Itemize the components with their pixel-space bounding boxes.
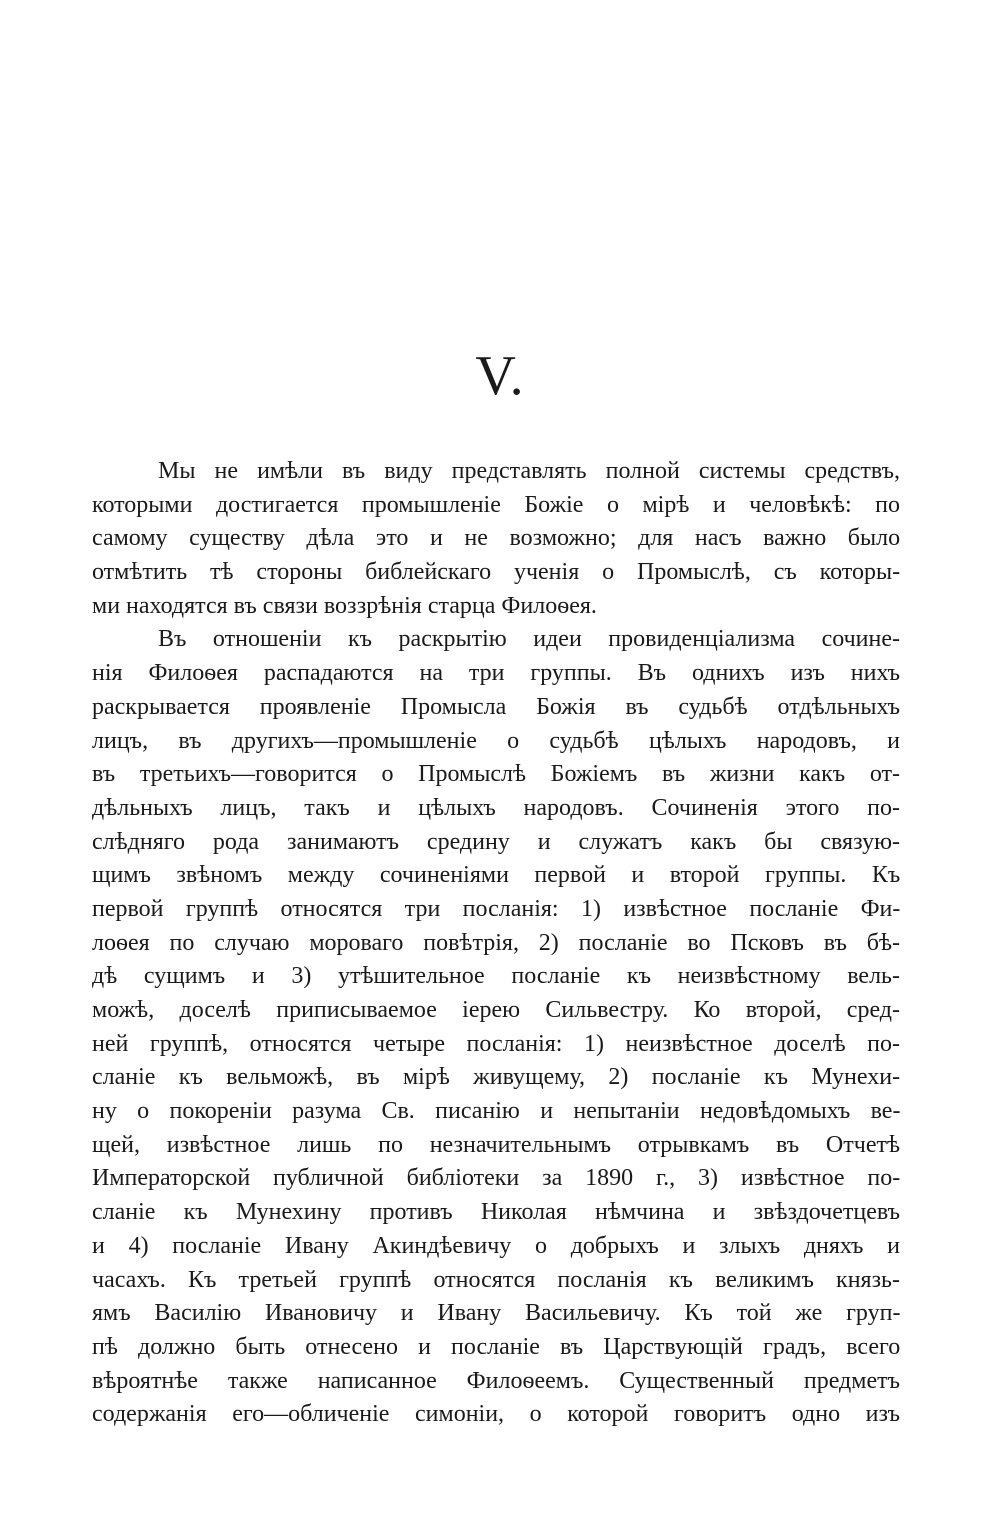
- text-line: щей, извѣстное лишь по незначительнымъ отрывкамъ въ Отчетѣ: [92, 1131, 900, 1158]
- text-line: лоѳея по случаю мороваго повѣтрія, 2) посланіе во Псковъ въ бѣ-: [92, 929, 900, 956]
- text-line: первой группѣ относятся три посланія: 1) извѣстное посланіе Фи-: [92, 895, 901, 922]
- text-line: часахъ. Къ третьей группѣ относятся посланія къ великимъ князь-: [92, 1266, 900, 1293]
- text-line: Императорской публичной библіотеки за 1890 г., 3) извѣстное по-: [92, 1165, 901, 1192]
- text-line: ней группѣ, относятся четыре посланія: 1) неизвѣстное доселѣ по-: [92, 1030, 900, 1057]
- text-line: дѣльныхъ лицъ, такъ и цѣлыхъ народовъ. Сочиненія этого по-: [92, 794, 900, 821]
- body-text: [92, 455, 900, 1432]
- text-line: ямъ Василію Ивановичу и Ивану Васильевичу. Къ той же груп-: [92, 1300, 901, 1327]
- paragraph-1: [92, 455, 900, 623]
- text-line: можѣ, доселѣ приписываемое іерею Сильвестру. Ко второй, сред-: [92, 997, 900, 1023]
- text-line: сланіе къ Мунехину противъ Николая нѣмчина и звѣздочетцевъ: [92, 1199, 900, 1226]
- text-line: пѣ должно быть отнесено и посланіе въ Царствующій градъ, всего: [92, 1333, 901, 1360]
- text-line: Въ отношеніи къ раскрытію идеи провиденціализма сочине-: [158, 626, 900, 653]
- text-line: содержанія его—обличеніе симоніи, о которой говоритъ одно изъ: [92, 1401, 900, 1428]
- text-line: и 4) посланіе Ивану Акиндѣевичу о добрыхъ и злыхъ дняхъ и: [92, 1232, 900, 1259]
- text-line: отмѣтить тѣ стороны библейскаго ученія о Промыслѣ, съ которы-: [92, 559, 901, 586]
- text-line: вѣроятнѣе также написанное Филоѳеемъ. Существенный предметъ: [92, 1367, 900, 1394]
- text-line: Мы не имѣли въ виду представлять полной системы средствъ,: [158, 458, 900, 484]
- chapter-heading: V.: [475, 345, 525, 407]
- text-line: ну о покореніи разума Св. писанію и непытаніи недовѣдомыхъ ве-: [92, 1098, 901, 1125]
- text-line: въ третьихъ—говорится о Промыслѣ Божіемъ въ жизни какъ от-: [92, 761, 900, 788]
- text-line: раскрывается проявленіе Промысла Божія въ судьбѣ отдѣльныхъ: [92, 693, 900, 720]
- text-line: щимъ звѣномъ между сочиненіями первой и второй группы. Къ: [92, 862, 901, 889]
- text-line: которыми достигается промышленіе Божіе о мірѣ и человѣкѣ: по: [92, 491, 900, 518]
- text-line: слѣдняго рода занимаютъ средину и служатъ какъ бы связую-: [92, 828, 900, 855]
- text-line: дѣ сущимъ и 3) утѣшительное посланіе къ неизвѣстному вель-: [92, 963, 900, 990]
- text-line: лицъ, въ другихъ—промышленіе о судьбѣ цѣлыхъ народовъ, и: [92, 727, 900, 754]
- text-line: самому существу дѣла это и не возможно; для насъ важно было: [92, 525, 901, 552]
- text-line: ми находятся въ связи воззрѣнія старца Филоѳея.: [92, 592, 597, 619]
- paragraph-2: [92, 623, 900, 1432]
- text-line: сланіе къ вельможѣ, въ мірѣ живущему, 2) посланіе къ Мунехи-: [92, 1064, 901, 1091]
- text-line: нія Филоѳея распадаются на три группы. Въ однихъ изъ нихъ: [92, 660, 900, 687]
